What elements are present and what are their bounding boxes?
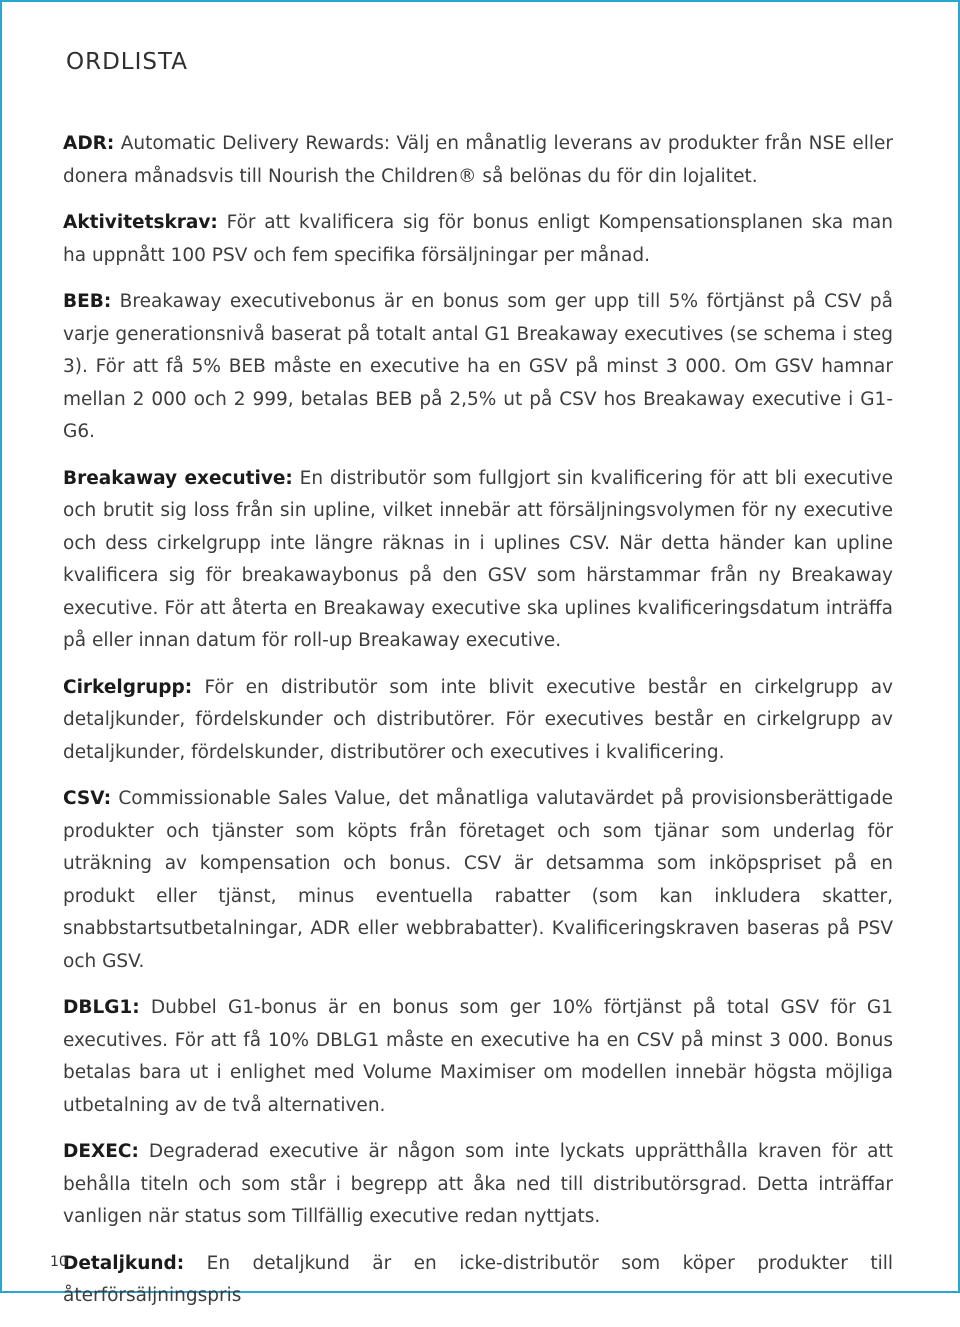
glossary-definition: Automatic Delivery Rewards: Välj en månatlig leverans av produkter från NSE eller donera månadsvis till Nourish the Children® så belönas du för din lojalitet. [63, 133, 893, 187]
glossary-entry-csv [63, 783, 893, 978]
glossary-term: Aktivitetskrav: [63, 212, 218, 233]
glossary-entry-beb [63, 286, 893, 449]
glossary-term: CSV: [63, 788, 112, 809]
page-number: 10 [50, 1254, 68, 1270]
glossary-definition: För en distributör som inte blivit executive består en cirkelgrupp av detaljkunder, fördelskunder och distributörer. För executives består en cirkelgrupp av detaljkunder, fördelskunder, distributörer och executives i kvalificering. [63, 676, 893, 763]
glossary-entry-adr [63, 128, 893, 193]
glossary-entry-dblg1 [63, 992, 893, 1122]
glossary-definition: En distributör som fullgjort sin kvalificering för att bli executive och brutit sig loss från sin upline, vilket innebär att försäljningsvolymen för ny executive och dess cirkelgrupp inte längre räknas in i uplines CSV. När detta händer kan upline kvalificera sig för breakawaybonus på den GSV som härstammar från ny Breakaway executive. För att återta en Breakaway executive ska uplines kvalificeringsdatum inträffa på eller innan datum för roll-up Breakaway executive. [63, 467, 894, 651]
glossary-term: ADR: [63, 133, 115, 154]
glossary-definition: En detaljkund är en icke-distributör som köper produkter till återförsäljningspris [63, 1252, 893, 1306]
glossary-definition: Dubbel G1-bonus är en bonus som ger 10% förtjänst på total GSV för G1 executives. För att få 10% DBLG1 måste en executive ha en CSV på minst 3 000. Bonus betalas bara ut i enlighet med Volume Maximiser om modellen innebär högsta möjliga utbetalning av de två alternativen. [63, 997, 893, 1116]
glossary-entry-cirkelgrupp [63, 672, 893, 770]
glossary-term: DBLG1: [63, 997, 140, 1018]
page-title: ORDLISTA [66, 49, 188, 75]
glossary-entry-dexec [63, 1136, 893, 1234]
glossary-term: Cirkelgrupp: [63, 676, 193, 698]
glossary-term: DEXEC: [63, 1141, 139, 1162]
glossary-list [63, 128, 893, 1327]
glossary-entry-breakaway-executive [63, 463, 893, 658]
glossary-definition: Commissionable Sales Value, det månatliga valutavärdet på provisionsberättigade produkter och tjänster som köpts från företaget och som tjänar som underlag för uträkning av kompensation och bonus. CSV är detsamma som inköpspriset på en produkt eller tjänst, minus eventuella rabatter (som kan inkludera skatter, snabbstartsutbetalningar, ADR eller webbrabatter). Kvalificeringskraven baseras på PSV och GSV. [63, 788, 893, 972]
glossary-definition: Degraderad executive är någon som inte lyckats upprätthålla kraven för att behålla titeln och som står i begrepp att åka ned till distributörsgrad. Detta inträffar vanligen när status som Tillfällig executive redan nyttjats. [63, 1141, 893, 1227]
glossary-entry-aktivitetskrav [63, 207, 893, 272]
glossary-definition: Breakaway executivebonus är en bonus som ger upp till 5% förtjänst på CSV på varje generationsnivå baserat på totalt antal G1 Breakaway executives (se schema i steg 3). För att få 5% BEB måste en executive ha en GSV på minst 3 000. Om GSV hamnar mellan 2 000 och 2 999, betalas BEB på 2,5% ut på CSV hos Breakaway executive i G1-G6. [63, 291, 893, 442]
glossary-term: Breakaway executive: [63, 467, 293, 489]
glossary-term: Detaljkund: [63, 1252, 185, 1274]
glossary-definition: För att kvalificera sig för bonus enligt Kompensationsplanen ska man ha uppnått 100 PSV och fem specifika försäljningar per månad. [63, 212, 893, 266]
glossary-entry-detaljkund [63, 1248, 893, 1313]
glossary-term: BEB: [63, 291, 112, 312]
